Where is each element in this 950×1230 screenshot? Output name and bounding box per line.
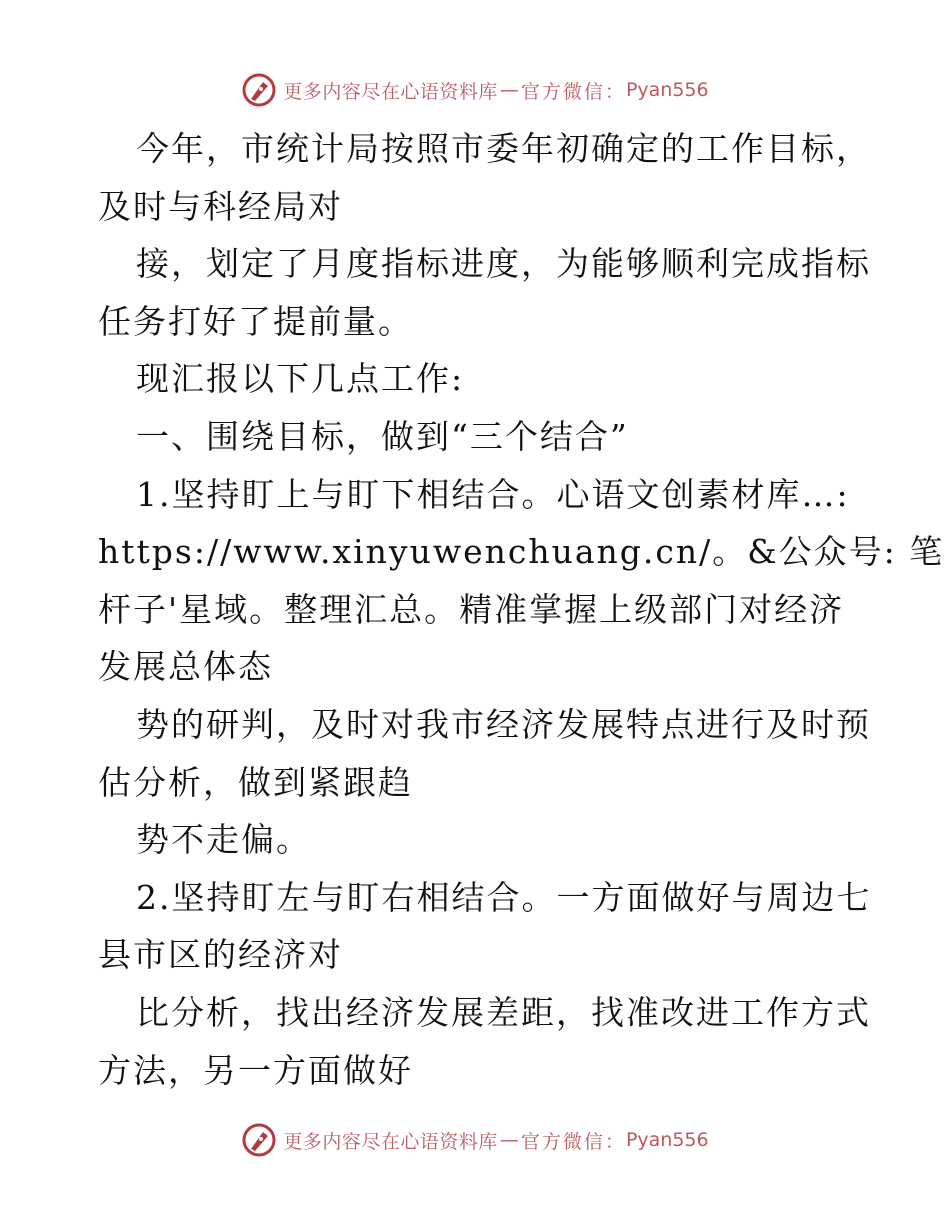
body-line: 及时与科经局对: [98, 186, 343, 226]
banner-wechat-id: Pyan556: [625, 1129, 709, 1151]
body-line: 杆子'星域。整理汇总。精准掌握上级部门对经济: [98, 589, 845, 629]
banner-wechat-id: Pyan556: [625, 79, 709, 101]
banner-dash: —: [499, 79, 519, 101]
pen-nib-logo-icon: [241, 1122, 277, 1158]
body-line: 方法，另一方面做好: [98, 1050, 413, 1090]
document-body: [98, 120, 945, 1099]
body-line: 现汇报以下几点工作:: [136, 359, 465, 399]
banner-wechat-label: 官方微信：: [520, 1130, 626, 1153]
pen-nib-logo-icon: [241, 72, 277, 108]
header-watermark-banner: [0, 70, 950, 110]
body-line: 发展总体态: [98, 647, 273, 687]
body-line: 任务打好了提前量。: [98, 301, 413, 341]
body-line-url: https://www.xinyuwenchuang.cn/。&公众号: 笔: [98, 532, 945, 572]
body-line: 今年，市统计局按照市委年初确定的工作目标，: [136, 129, 871, 168]
body-line: 县市区的经济对: [98, 935, 343, 975]
banner-brand-text: 更多内容尽在心语资料库: [283, 80, 498, 103]
body-line: 势的研判，及时对我市经济发展特点进行及时预: [136, 704, 871, 744]
body-line: 比分析，找出经济发展差距，找准改进工作方式: [136, 992, 871, 1032]
section-heading: 一、围绕目标，做到“三个结合”: [136, 416, 629, 456]
banner-brand-text: 更多内容尽在心语资料库: [283, 1130, 498, 1153]
footer-watermark-banner: [0, 1120, 950, 1160]
body-line: 1.坚持盯上与盯下相结合。心语文创素材库…:: [136, 474, 850, 514]
body-line: 接，划定了月度指标进度，为能够顺利完成指标: [136, 244, 871, 284]
body-line: 2.坚持盯左与盯右相结合。一方面做好与周边七: [136, 877, 872, 917]
body-line: 势不走偏。: [136, 820, 311, 860]
banner-wechat-label: 官方微信：: [520, 80, 626, 103]
body-line: 估分析，做到紧跟趋: [98, 762, 413, 802]
banner-dash: —: [499, 1129, 519, 1151]
